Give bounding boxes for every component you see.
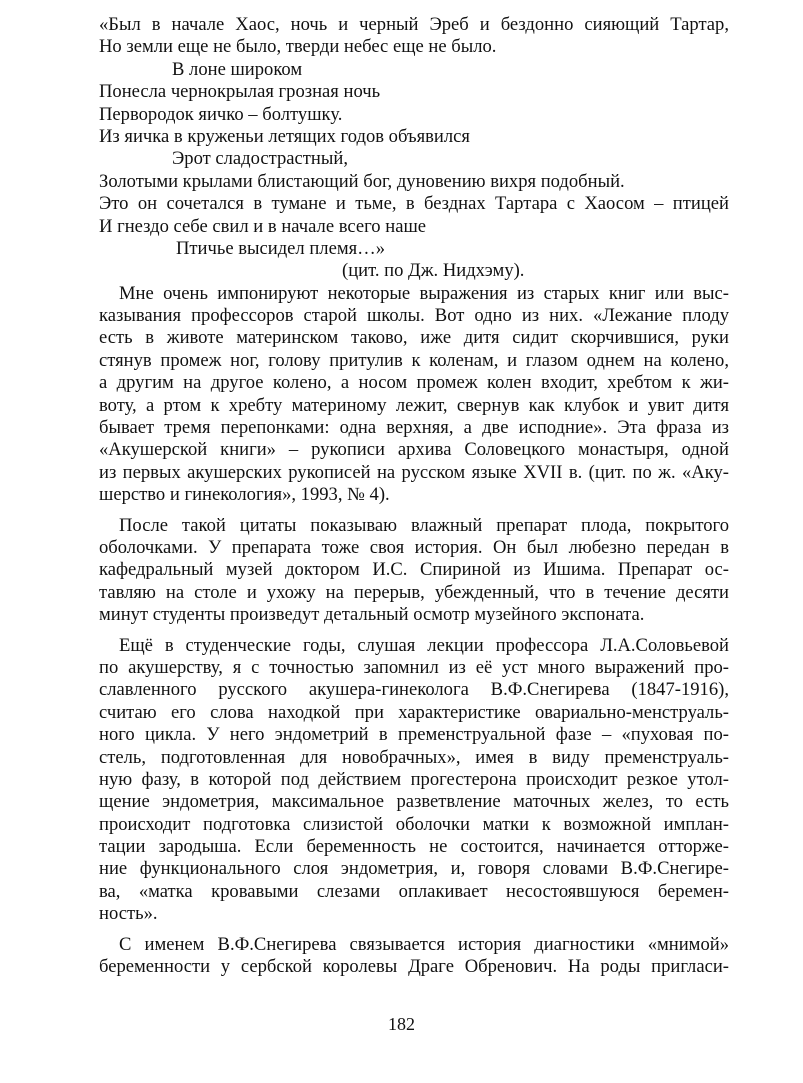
paragraph-line: славленного русского акушера-гинеколога В.Ф.Снегирева (1847-1916),	[99, 679, 729, 701]
paragraph-line: тации зародыша. Если беременность не состоится, начинается отторже-	[99, 836, 729, 858]
paragraph-line: тавляю на столе и ухожу на перерыв, убежденный, что в течение десяти	[99, 581, 729, 603]
paragraph-line: считаю его слова находкой при характеристике овариально-менструаль-	[99, 701, 729, 723]
poem-block	[99, 14, 729, 283]
paragraph-line: оболочками. У препарата тоже своя история. Он был любезно передан в	[99, 536, 729, 558]
poem-line: Первородок яичко – болтушку.	[99, 103, 343, 125]
paragraph-line: есть в животе материнском таково, иже дитя сидит скорчившися, руки	[99, 327, 729, 349]
paragraph-line: ную фазу, в которой под действием прогестерона происходит резкое утол-	[99, 768, 729, 790]
poem-line: Понесла чернокрылая грозная ночь	[99, 81, 381, 103]
paragraph-line: казывания профессоров старой школы. Вот одно из них. «Лежание плоду	[99, 305, 729, 327]
paragraph-line: а другим на другое колено, а носом промеж колен входит, хребтом к жи-	[99, 372, 729, 394]
paragraph-line: минут студенты произведут детальный осмотр музейного экспоната.	[99, 604, 645, 626]
paragraph-line: кафедральный музей доктором И.С. Спириной из Ишима. Препарат ос-	[99, 559, 729, 581]
paragraph-line: ность».	[99, 903, 158, 925]
paragraph-line: воту, а ртом к хребту материному лежит, свернув как клубок и увит дитя	[99, 394, 729, 416]
paragraph-line: «Акушерской книги» – рукописи архива Соловецкого монастыря, одной	[99, 439, 729, 461]
poem-line: Эрот сладострастный,	[172, 148, 348, 170]
paragraph-line: происходит подготовка слизистой оболочки матки к возможной имплан-	[99, 813, 729, 835]
paragraph-line: беременности у сербской королевы Драге Обренович. На роды пригласи-	[99, 956, 729, 978]
page-number: 182	[388, 1014, 415, 1034]
paragraph-line: ние функционального слоя эндометрия, и, говоря словами В.Ф.Снегире-	[99, 858, 729, 880]
poem-line: Из яичка в круженьи летящих годов объявился	[99, 125, 470, 147]
paragraph-line: ного цикла. У него эндометрий в пременструальной фазе – «пуховая по-	[99, 724, 729, 746]
paragraph-line: по акушерству, я с точностью запомнил из её уст много выражений про-	[99, 656, 729, 678]
paragraph-line: шерство и гинекология», 1993, № 4).	[99, 484, 390, 506]
paragraph	[99, 283, 729, 507]
poem-line: Птичье высидел племя…»	[176, 237, 386, 259]
paragraph-line: Мне очень импонируют некоторые выражения из старых книг или выс-	[119, 282, 729, 304]
paragraph-line: стянув промеж ног, голову притулив к коленам, и глазом однем на колено,	[99, 349, 729, 371]
paragraph-line: Ещё в студенческие годы, слушая лекции профессора Л.А.Соловьевой	[119, 634, 729, 656]
poem-citation: (цит. по Дж. Нидхэму).	[342, 260, 525, 282]
paragraph-line: ва, «матка кровавыми слезами оплакивает несостоявшуюся беремен-	[99, 880, 729, 902]
paragraph-line: из первых акушерских рукописей на русском языке XVII в. (цит. по ж. «Аку-	[99, 461, 729, 483]
paragraph-line: бывает тремя перепонками: одна верхняя, а две исподние». Эта фраза из	[99, 417, 729, 439]
paragraph	[99, 515, 729, 627]
poem-line: Золотыми крылами блистающий бог, дуновению вихря подобный.	[99, 170, 625, 192]
book-page	[99, 14, 729, 978]
paragraph	[99, 934, 729, 979]
paragraph-line: стель, подготовленная для новобрачных», имея в виду пременструаль-	[99, 746, 729, 768]
paragraph-line: С именем В.Ф.Снегирева связывается история диагностики «мнимой»	[119, 933, 729, 955]
paragraph-line: После такой цитаты показываю влажный препарат плода, покрытого	[119, 514, 729, 536]
poem-line: В лоне широком	[172, 58, 303, 80]
poem-line: Это он сочетался в тумане и тьме, в безднах Тартара с Хаосом – птицей	[99, 193, 729, 215]
poem-line: И гнездо себе свил и в начале всего наше	[99, 215, 427, 237]
poem-line: Но земли еще не было, тверди небес еще не было.	[99, 36, 497, 58]
poem-line: «Был в начале Хаос, ночь и черный Эреб и бездонно сияющий Тартар,	[99, 14, 729, 35]
paragraph	[99, 635, 729, 926]
paragraph-line: щение эндометрия, максимальное разветвление маточных желез, то есть	[99, 791, 729, 813]
